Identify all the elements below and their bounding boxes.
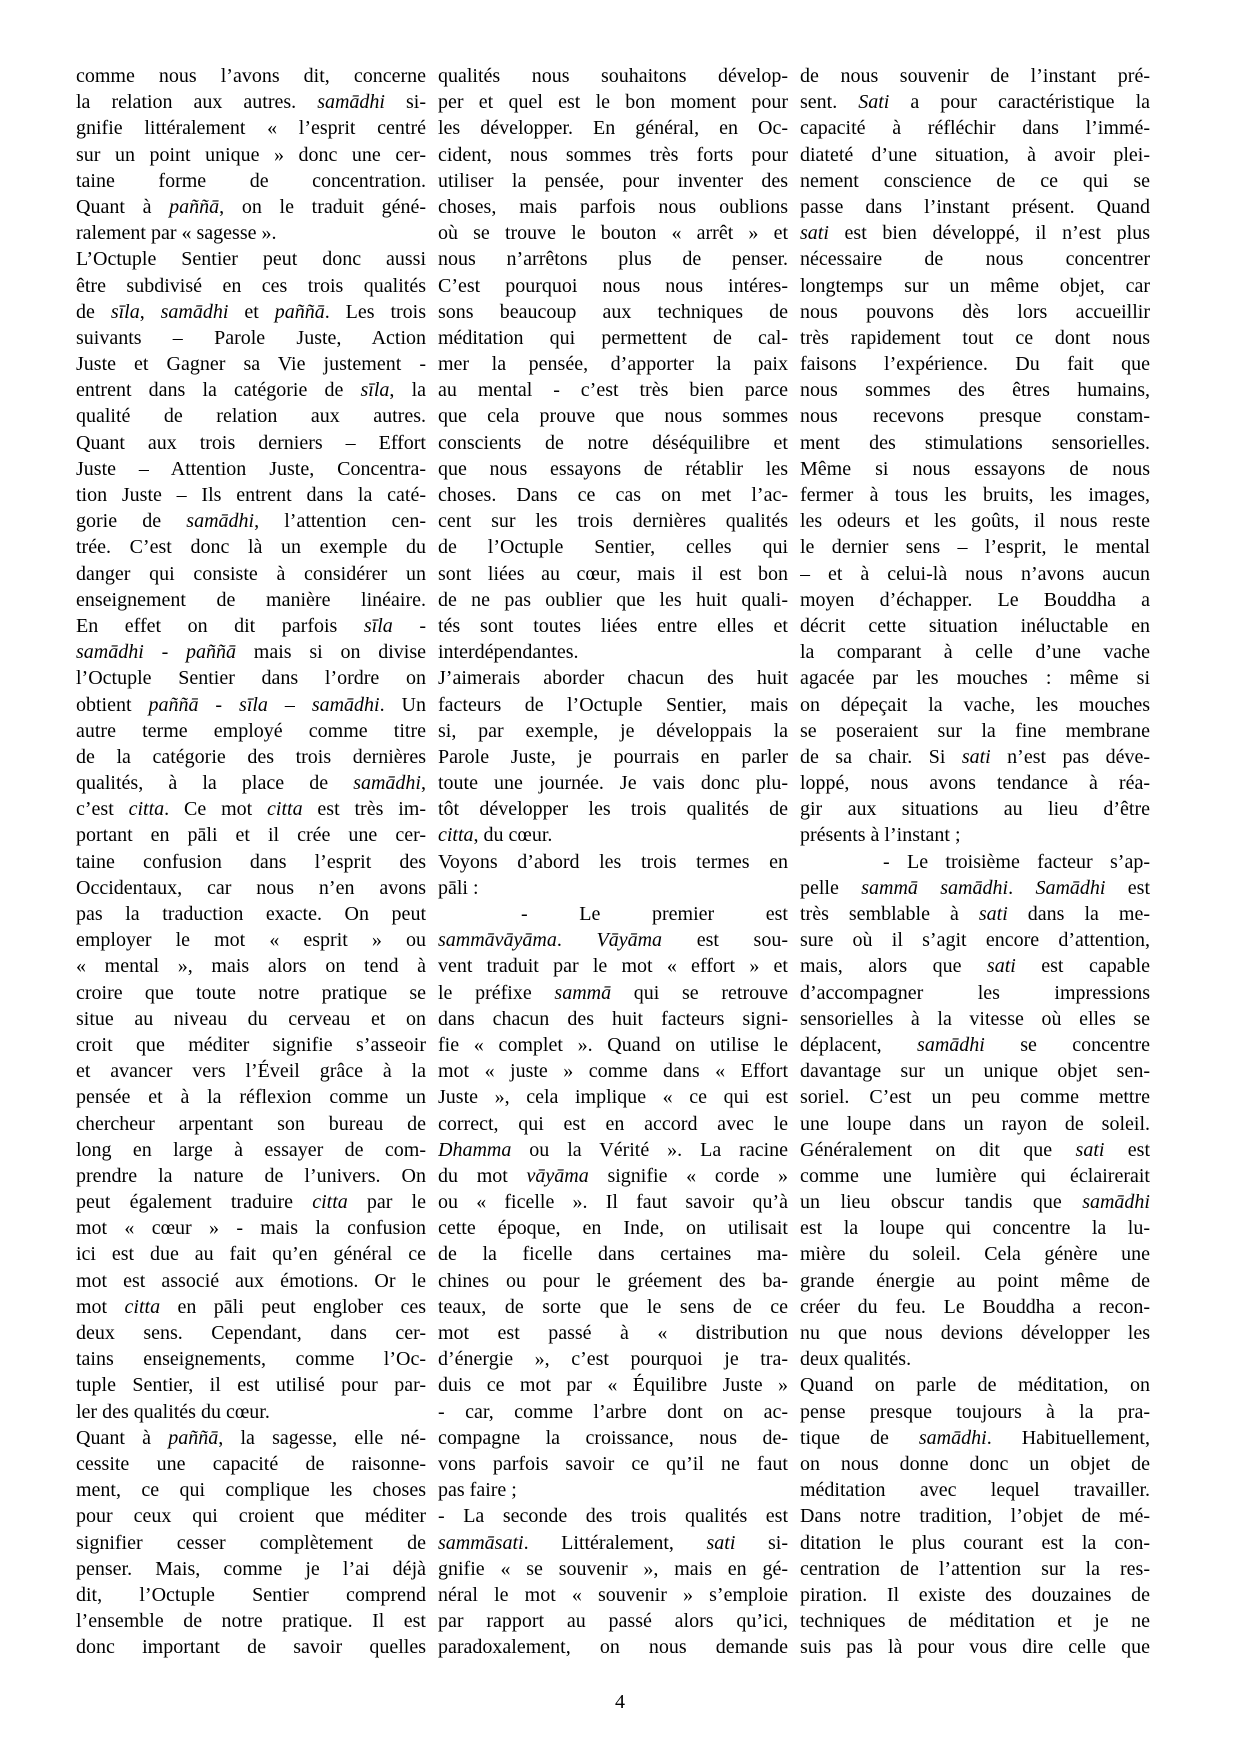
text-line: diateté d’une situation, à avoir plei-	[800, 143, 1150, 166]
text-line: situe au niveau du cerveau et on	[76, 1007, 426, 1030]
text-line: passe dans l’instant présent. Quand	[800, 195, 1150, 218]
text-line: vons parfois savoir ce qu’il ne faut	[438, 1452, 788, 1475]
page-number: 4	[615, 1691, 625, 1713]
text-line: pensée et à la réflexion comme un	[76, 1086, 426, 1109]
text-line: et avancer vers l’Éveil grâce à la	[76, 1060, 426, 1083]
text-line: cident, nous sommes très forts pour	[438, 143, 788, 166]
text-line: sure où il s’agit encore d’attention,	[800, 929, 1150, 952]
text-line: mière du soleil. Cela génère une	[800, 1243, 1150, 1266]
text-line: comme nous l’avons dit, concerne	[76, 65, 426, 87]
text-column-1	[76, 63, 426, 1660]
text-line: ment des stimulations sensorielles.	[800, 431, 1150, 454]
text-line: de la catégorie des trois dernières	[76, 745, 426, 768]
text-line: enseignement de manière linéaire.	[76, 588, 426, 611]
text-line: ici est due au fait qu’en général ce	[76, 1243, 426, 1266]
text-line: gnifie littéralement « l’esprit centré	[76, 117, 426, 140]
text-line: chercheur arpentant son bureau de	[76, 1112, 426, 1135]
text-line: très rapidement tout ce dont nous	[800, 326, 1150, 349]
text-line: mot « cœur » - mais la confusion	[76, 1217, 426, 1240]
text-line: donc important de savoir quelles	[76, 1636, 426, 1659]
text-line: choses. Dans ce cas on met l’ac-	[438, 484, 788, 506]
text-line: pense presque toujours à la pra-	[800, 1400, 1150, 1423]
text-line: conscients de notre déséquilibre et	[438, 431, 788, 454]
text-line: de l’Octuple Sentier, celles qui	[438, 536, 788, 559]
text-line: le dernier sens – l’esprit, le mental	[800, 536, 1150, 559]
text-line: prendre la nature de l’univers. On	[76, 1164, 426, 1187]
text-line: qualités nous souhaitons dévelop-	[438, 65, 788, 87]
text-column-3	[800, 63, 1150, 1660]
text-line: Occidentaux, car nous n’en avons	[76, 876, 426, 899]
text-line: Voyons d’abord les trois termes en	[438, 850, 788, 873]
text-line: obtient paññā - sīla – samādhi. Un	[76, 693, 426, 716]
text-line: deux qualités.	[800, 1348, 912, 1371]
text-line: Quant à paññā, on le traduit géné-	[76, 195, 426, 218]
text-line: agacée par les mouches : même si	[800, 667, 1150, 690]
text-line: toute une journée. Je vais donc plu-	[438, 772, 788, 795]
text-line: être subdivisé en ces trois qualités	[76, 274, 426, 297]
text-line: Dans notre tradition, l’objet de mé-	[800, 1505, 1150, 1528]
text-line: tique de samādhi. Habituellement,	[800, 1426, 1150, 1449]
text-line: Juste et Gagner sa Vie justement -	[76, 353, 426, 376]
text-line: nous recevons presque constam-	[800, 405, 1150, 428]
text-line: créer du feu. Le Bouddha a recon-	[800, 1295, 1150, 1318]
text-line: d’accompagner les impressions	[800, 981, 1150, 1004]
text-line: croit que méditer signifie s’asseoir	[76, 1033, 426, 1056]
text-line: Quant à paññā, la sagesse, elle né-	[76, 1426, 426, 1449]
text-line: pas la traduction exacte. On peut	[76, 903, 426, 925]
text-line: nous n’arrêtons plus de penser.	[438, 248, 788, 271]
text-line: nous sommes des êtres humains,	[800, 379, 1150, 402]
text-line: Généralement on dit que sati est	[800, 1138, 1150, 1161]
text-line: que cela prouve que nous sommes	[438, 405, 788, 428]
text-line: Juste », cela implique « ce qui est	[438, 1086, 788, 1109]
text-line: méditation qui permettent de cal-	[438, 326, 788, 349]
text-line: Juste – Attention Juste, Concentra-	[76, 457, 426, 480]
text-line: mot « juste » comme dans « Effort	[438, 1060, 788, 1083]
text-line: citta, du cœur.	[438, 824, 553, 847]
text-line: suivants – Parole Juste, Action	[76, 326, 426, 349]
text-line: L’Octuple Sentier peut donc aussi	[76, 248, 426, 271]
text-line: nement conscience de ce qui se	[800, 169, 1150, 192]
text-line: tés sont toutes liées entre elles et	[438, 614, 788, 637]
text-line: de la ficelle dans certaines ma-	[438, 1243, 788, 1266]
text-line: En effet on dit parfois sīla -	[76, 614, 426, 637]
text-line: J’aimerais aborder chacun des huit	[438, 667, 788, 690]
text-line: ler des qualités du cœur.	[76, 1400, 270, 1423]
text-line: tuple Sentier, il est utilisé pour par-	[76, 1374, 426, 1397]
text-line: - Le premier est	[521, 903, 788, 925]
text-line: trée. C’est donc là un exemple du	[76, 536, 426, 559]
text-line: de ne pas oublier que les huit quali-	[438, 588, 788, 611]
text-line: centration de l’attention sur la res-	[800, 1557, 1150, 1580]
text-line: C’est pourquoi nous nous intéres-	[438, 274, 788, 297]
text-line: cent sur les trois dernières qualités	[438, 510, 788, 533]
text-line: les développer. En général, en Oc-	[438, 117, 788, 140]
text-line: teaux, de sorte que le sens de ce	[438, 1295, 788, 1318]
text-line: gnifie « se souvenir », mais en gé-	[438, 1557, 788, 1580]
text-line: est la loupe qui concentre la lu-	[800, 1217, 1150, 1240]
text-line: nécessaire de nous concentrer	[800, 248, 1150, 271]
text-line: nu que nous devions développer les	[800, 1322, 1150, 1344]
text-line: ment, ce qui complique les choses	[76, 1479, 426, 1502]
text-line: sons beaucoup aux techniques de	[438, 300, 788, 323]
text-line: un lieu obscur tandis que samādhi	[800, 1191, 1150, 1214]
text-line: ralement par « sagesse ».	[76, 222, 277, 245]
text-line: - La seconde des trois qualités est	[438, 1505, 788, 1528]
text-line: Quand on parle de méditation, on	[800, 1374, 1150, 1397]
text-line: - car, comme l’arbre dont on ac-	[438, 1400, 788, 1423]
text-line: déplacent, samādhi se concentre	[800, 1033, 1150, 1056]
text-line: techniques de méditation et je ne	[800, 1610, 1150, 1633]
text-line: une loupe dans un rayon de soleil.	[800, 1112, 1150, 1135]
text-line: Quant aux trois derniers – Effort	[76, 431, 426, 454]
text-line: sammāvāyāma. Vāyāma est sou-	[438, 929, 788, 952]
text-line: grande énergie au point même de	[800, 1269, 1150, 1292]
text-line: décrit cette situation inéluctable en	[800, 614, 1150, 637]
text-line: que nous essayons de rétablir les	[438, 457, 788, 480]
text-line: nous pouvons dès lors accueillir	[800, 300, 1150, 323]
text-line: piration. Il existe des douzaines de	[800, 1583, 1150, 1606]
text-line: portant en pāli et il crée une cer-	[76, 824, 426, 847]
text-line: comme une lumière qui éclairerait	[800, 1164, 1150, 1187]
text-line: de nous souvenir de l’instant pré-	[800, 65, 1150, 87]
text-line: cette époque, en Inde, on utilisait	[438, 1217, 788, 1240]
text-line: gir aux situations au lieu d’être	[800, 798, 1150, 821]
text-line: correct, qui est en accord avec le	[438, 1112, 788, 1135]
text-line: autre terme employé comme titre	[76, 719, 426, 742]
text-line: Même si nous essayons de nous	[800, 457, 1150, 480]
text-line: l’ensemble de notre pratique. Il est	[76, 1610, 426, 1633]
text-line: de sa chair. Si sati n’est pas déve-	[800, 745, 1150, 768]
text-line: gorie de samādhi, l’attention cen-	[76, 510, 426, 533]
text-line: employer le mot « esprit » ou	[76, 929, 426, 952]
text-line: faisons l’expérience. Du fait que	[800, 353, 1150, 376]
text-line: méditation avec lequel travailler.	[800, 1479, 1150, 1502]
text-line: au mental - c’est très bien parce	[438, 379, 788, 402]
text-line: mot est associé aux émotions. Or le	[76, 1269, 426, 1292]
text-line: croire que toute notre pratique se	[76, 981, 426, 1004]
text-line: la relation aux autres. samādhi si-	[76, 91, 426, 114]
text-line: d’énergie », c’est pourquoi je tra-	[438, 1348, 788, 1371]
text-line: les odeurs et les goûts, il nous reste	[800, 510, 1150, 533]
text-line: interdépendantes.	[438, 641, 579, 664]
text-line: – et à celui-là nous n’avons aucun	[800, 562, 1150, 585]
text-line: qualité de relation aux autres.	[76, 405, 426, 428]
text-line: dit, l’Octuple Sentier comprend	[76, 1583, 426, 1606]
text-line: Parole Juste, je pourrais en parler	[438, 745, 788, 768]
text-line: très semblable à sati dans la me-	[800, 903, 1150, 925]
text-line: si, par exemple, je développais la	[438, 719, 788, 742]
text-line: mer la pensée, d’apporter la paix	[438, 353, 788, 376]
text-line: de sīla, samādhi et paññā. Les trois	[76, 300, 426, 323]
text-line: tains enseignements, comme l’Oc-	[76, 1348, 426, 1371]
text-line: Dhamma ou la Vérité ». La racine	[438, 1138, 788, 1161]
text-line: - Le troisième facteur s’ap-	[883, 850, 1150, 873]
text-line: fermer à tous les bruits, les images,	[800, 484, 1150, 506]
text-line: c’est citta. Ce mot citta est très im-	[76, 798, 426, 821]
text-line: samādhi - paññā mais si on divise	[76, 641, 426, 664]
text-line: sont liées au cœur, mais il est bon	[438, 562, 788, 585]
text-line: la comparant à celle d’une vache	[800, 641, 1150, 664]
text-line: le préfixe sammā qui se retrouve	[438, 981, 788, 1004]
text-line: on dépeçait la vache, les mouches	[800, 693, 1150, 716]
text-line: présents à l’instant ;	[800, 824, 961, 847]
text-line: moyen d’échapper. Le Bouddha a	[800, 588, 1150, 611]
text-line: choses, mais parfois nous oublions	[438, 195, 788, 218]
text-line: qualités, à la place de samādhi,	[76, 772, 426, 795]
text-line: néral le mot « souvenir » s’emploie	[438, 1583, 788, 1606]
text-line: taine confusion dans l’esprit des	[76, 850, 426, 873]
text-line: suis pas là pour vous dire celle que	[800, 1636, 1150, 1659]
text-line: deux sens. Cependant, dans cer-	[76, 1322, 426, 1344]
text-line: compagne la croissance, nous de-	[438, 1426, 788, 1449]
text-line: long en large à essayer de com-	[76, 1138, 426, 1161]
text-line: penser. Mais, comme je l’ai déjà	[76, 1557, 426, 1580]
text-line: entrent dans la catégorie de sīla, la	[76, 379, 426, 402]
text-line: facteurs de l’Octuple Sentier, mais	[438, 693, 788, 716]
text-line: paradoxalement, on nous demande	[438, 1636, 788, 1659]
text-line: par rapport au passé alors qu’ici,	[438, 1610, 788, 1633]
text-line: on nous donne donc un objet de	[800, 1452, 1150, 1475]
text-line: cessite une capacité de raisonne-	[76, 1452, 426, 1475]
text-line: pas faire ;	[438, 1479, 517, 1502]
text-line: fie « complet ». Quand on utilise le	[438, 1033, 788, 1056]
text-line: davantage sur un unique objet sen-	[800, 1060, 1150, 1083]
text-line: sent. Sati a pour caractéristique la	[800, 91, 1150, 114]
text-line: se poseraient sur la fine membrane	[800, 719, 1150, 742]
text-line: du mot vāyāma signifie « corde »	[438, 1164, 788, 1187]
text-column-2	[438, 63, 788, 1660]
text-line: pour ceux qui croient que méditer	[76, 1505, 426, 1528]
text-line: ou « ficelle ». Il faut savoir qu’à	[438, 1191, 788, 1214]
text-line: mot citta en pāli peut englober ces	[76, 1295, 426, 1318]
text-line: où se trouve le bouton « arrêt » et	[438, 222, 788, 245]
text-line: peut également traduire citta par le	[76, 1191, 426, 1214]
text-line: l’Octuple Sentier dans l’ordre on	[76, 667, 426, 690]
text-line: dans chacun des huit facteurs signi-	[438, 1007, 788, 1030]
text-line: duis ce mot par « Équilibre Juste »	[438, 1374, 788, 1397]
text-line: danger qui consiste à considérer un	[76, 562, 426, 585]
text-line: tion Juste – Ils entrent dans la caté-	[76, 484, 426, 506]
text-line: sammāsati. Littéralement, sati si-	[438, 1531, 788, 1554]
text-line: sati est bien développé, il n’est plus	[800, 222, 1150, 245]
text-line: sensorielles à la vitesse où elles se	[800, 1007, 1150, 1030]
text-line: tôt développer les trois qualités de	[438, 798, 788, 821]
text-line: per et quel est le bon moment pour	[438, 91, 788, 114]
text-line: signifier cesser complètement de	[76, 1531, 426, 1554]
text-line: pelle sammā samādhi. Samādhi est	[800, 876, 1150, 899]
text-line: longtemps sur un même objet, car	[800, 274, 1150, 297]
text-line: taine forme de concentration.	[76, 169, 426, 192]
text-line: sur un point unique » donc une cer-	[76, 143, 426, 166]
text-line: pāli :	[438, 876, 479, 899]
text-line: mot est passé à « distribution	[438, 1322, 788, 1344]
text-line: ditation le plus courant est la con-	[800, 1531, 1150, 1554]
text-line: capacité à réfléchir dans l’immé-	[800, 117, 1150, 140]
text-line: chines ou pour le gréement des ba-	[438, 1269, 788, 1292]
text-line: loppé, nous avons tendance à réa-	[800, 772, 1150, 795]
text-line: « mental », mais alors on tend à	[76, 955, 426, 978]
text-line: utiliser la pensée, pour inventer des	[438, 169, 788, 192]
text-line: mais, alors que sati est capable	[800, 955, 1150, 978]
text-line: soriel. C’est un peu comme mettre	[800, 1086, 1150, 1109]
text-line: vent traduit par le mot « effort » et	[438, 955, 788, 978]
